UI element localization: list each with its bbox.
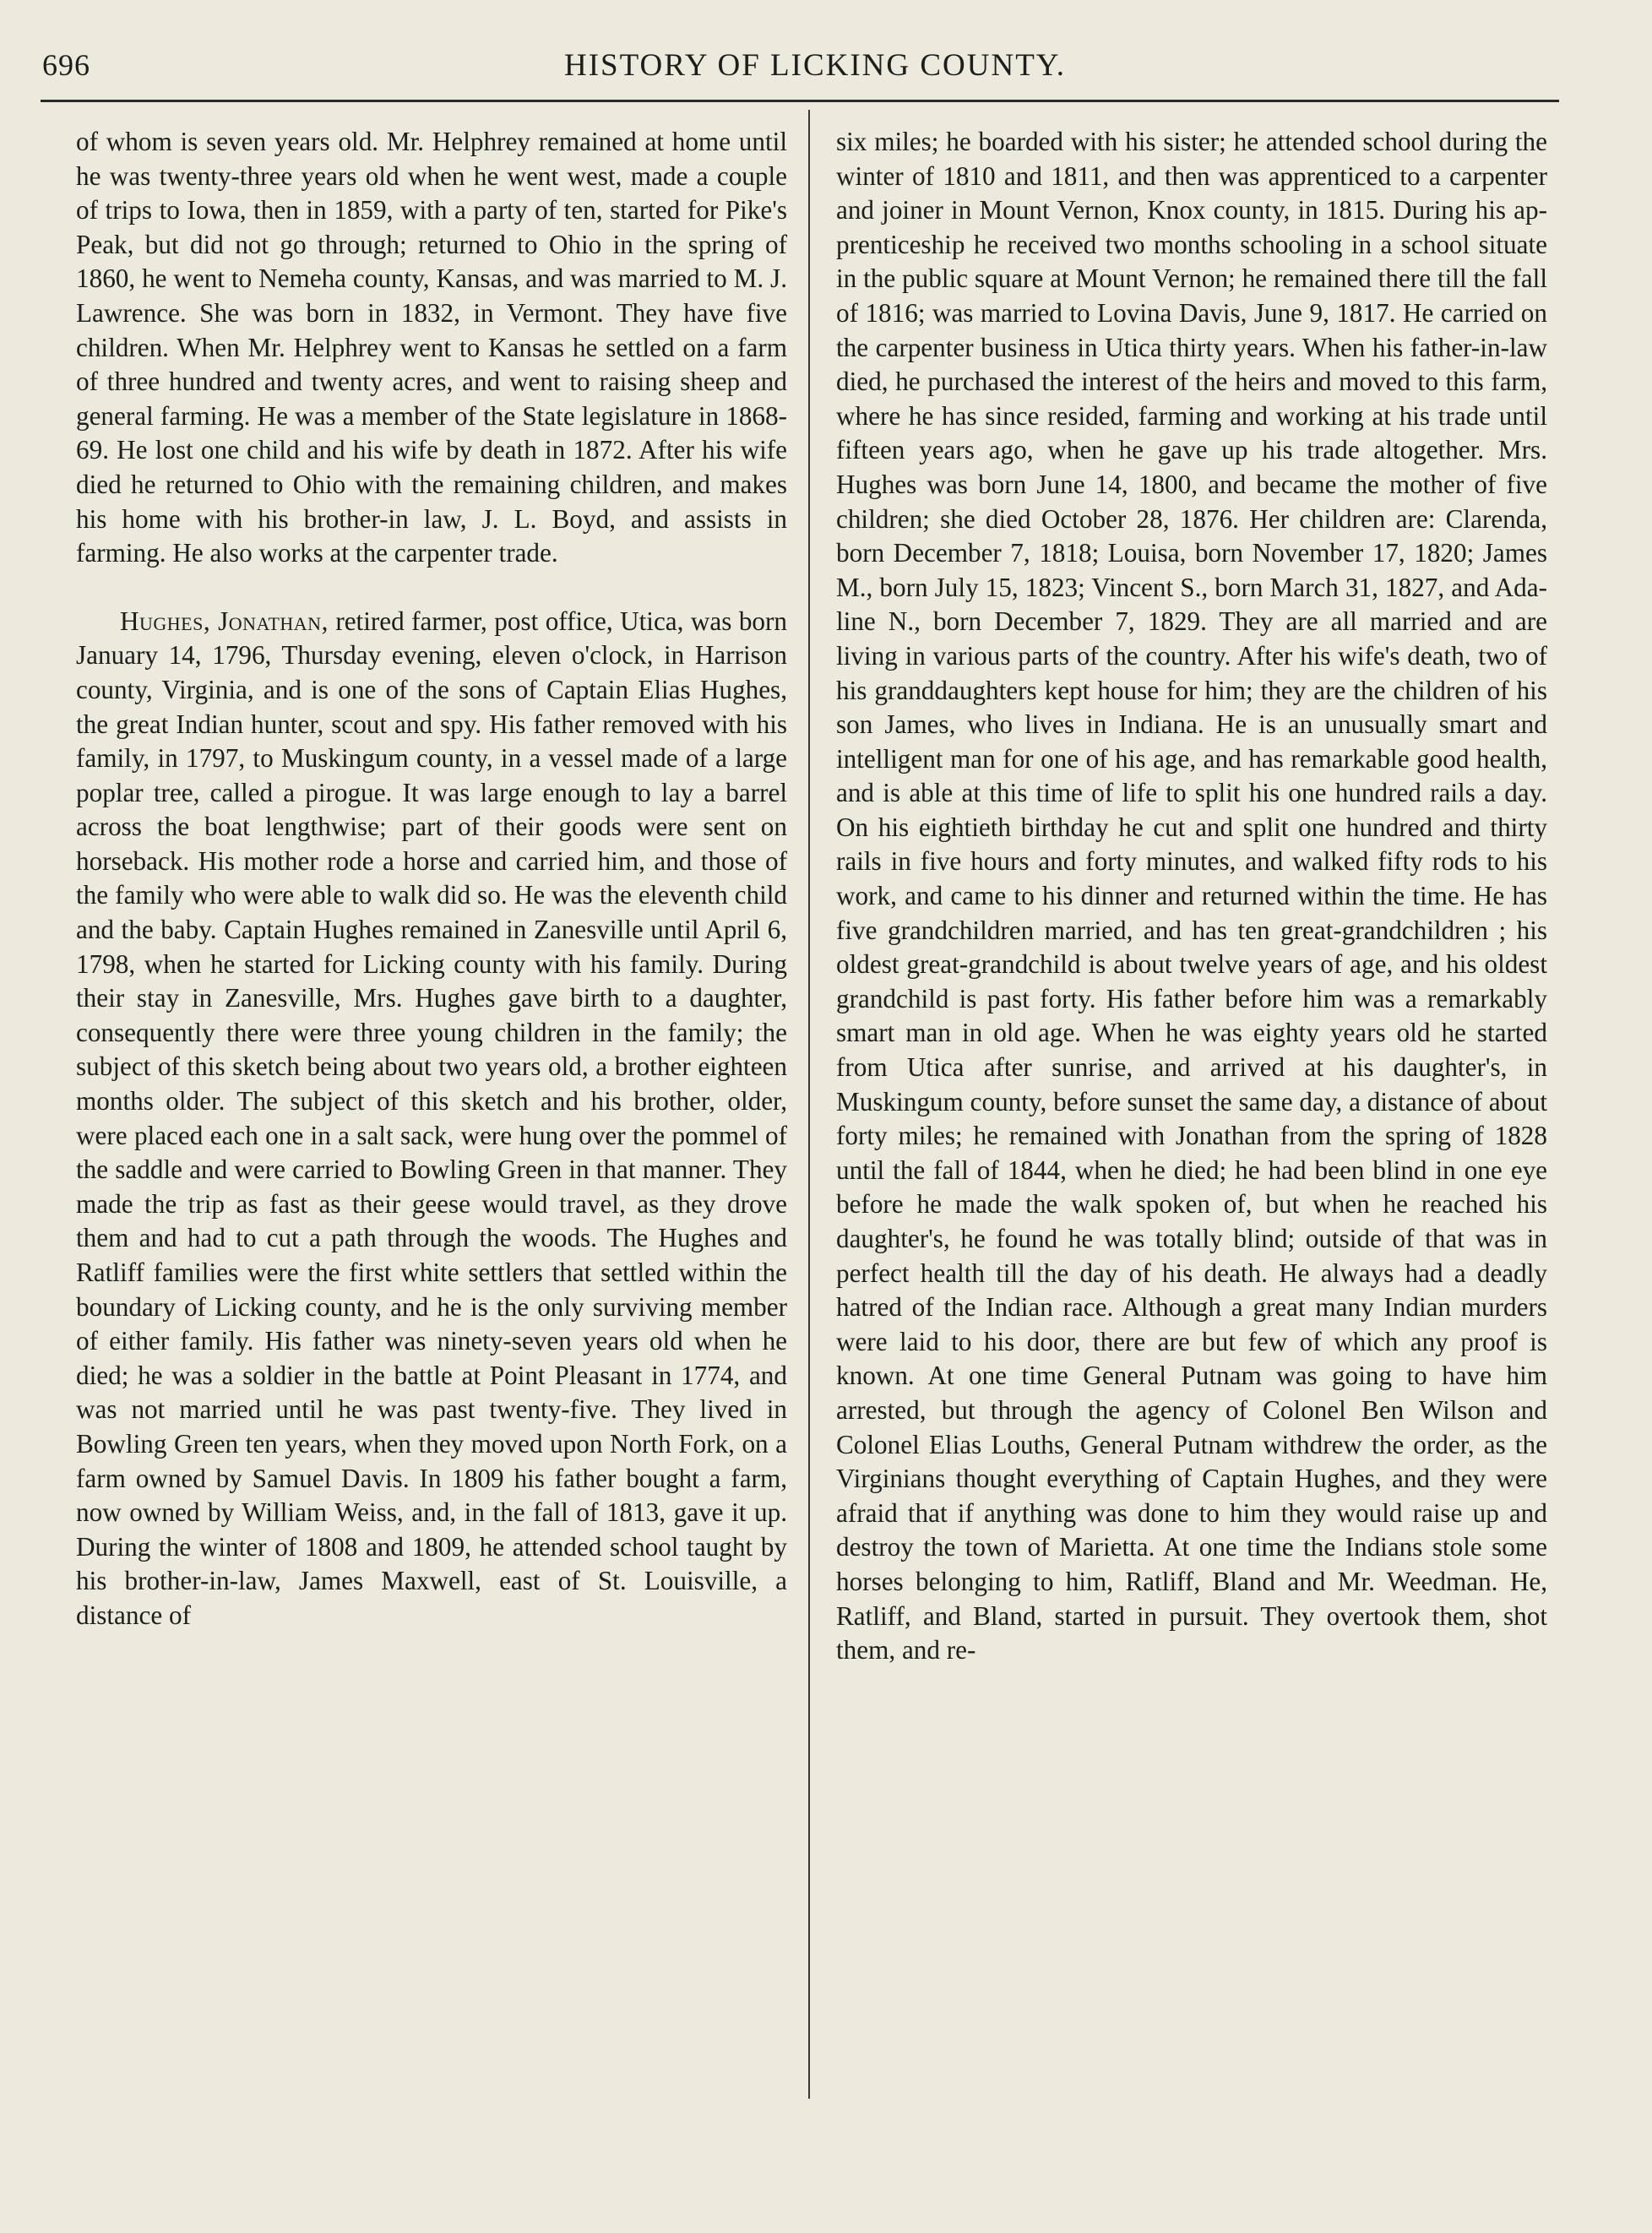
running-title: HISTORY OF LICKING COUNTY. [563,48,1067,83]
column-divider [808,110,810,2099]
right-column [836,125,1547,1668]
entry-text: retired farmer, post office, Utica, was born January 14, 1796, Thursday evening, eleven o'clock, in Harrison county, Virginia, and is one of the sons of Captain Elias Hughes, the great Indian hunter, scout and spy. His father removed with his family, in 1797, to Muskingum county, in a vessel made of a large poplar tree, called a pirogue. It was large enough to lay a barrel across the boat lengthwise; part of their goods were sent on horseback. His mother rode a horse and carried him, and those of the family who were able to walk did so. He was the eleventh child and the baby. Captain Hughes remained in Zanesville until April 6, 1798, when he started for Licking county with his family. During their stay in Zanesville, Mrs. Hughes gave birth to a daughter, consequently there were three young children in the family; the subject of this sketch being about two years old, a brother eighteen months older. The subject of this sketch and his brother, older, were placed each one in a salt sack, were hung over the pommel of the saddle and were carried to Bowling Green in that manner. They made the trip as fast as their geese would travel, as they drove them and had to cut a path through the woods. The Hughes and Ratliff families were the first white settlers that settled within the boundary of Licking county, and he is the only surviving member of either family. His father was ninety-seven years old when he died; he was a soldier in the battle at Point Pleasant in 1774, and was not married until he was past twenty-five. They lived in Bowling Green ten years, when they moved upon North Fork, on a farm owned by Samuel Davis. In 1809 his father bought a farm, now owned by William Weiss, and, in the fall of 1813, gave it up. During the winter of 1808 and 1809, he attended school taught by his brother-in-law, James Maxwell, east of St. Louisville, a distance of [76,606,787,1630]
page-number: 696 [42,48,90,82]
left-column [76,125,787,1633]
page-header [42,39,1554,98]
entry-name: Hughes, Jonathan, [120,606,329,636]
paragraph-hughes-continued: six miles; he boarded with his sister; he attended school during the winter of 1810 and 1811, and then was apprenticed to a carpenter and joiner in Mount Vernon, Knox county, in 1815. During his apprenticeship he received two months schooling in a school situate in the public square at Mount Vernon; he remained there till the fall of 1816; was married to Lovina Davis, June 9, 1817. He carried on the carpenter business in Utica thirty years. When his father-in-law died, he purchased the interest of the heirs and moved to this farm, where he has since resided, farming and working at his trade until fifteen years ago, when he gave up his trade altogether. Mrs. Hughes was born June 14, 1800, and became the mother of five children; she died October 28, 1876. Her children are: Clarenda, born December 7, 1818; Louisa, born November 17, 1820; James M., born July 15, 1823; Vincent S., born March 31, 1827, and Adaline N., born December 7, 1829. They are all married and are living in various parts of the country. After his wife's death, two of his granddaughters kept house for him; they are the children of his son James, who lives in Indiana. He is an unusually smart and intelligent man for one of his age, and has remarkable good health, and is able at this time of life to split his one hundred rails a day. On his eightieth birthday he cut and split one hundred and thirty rails in five hours and forty minutes, and walked fifty rods to his work, and came to his dinner and returned within the time. He has five grandchildren married, and has ten great-grandchildren ; his oldest great-grandchild is about twelve years of age, and his oldest grandchild is past forty. His father before him was a remarkably smart man in old age. When he was eighty years old he started from Utica after sunrise, and arrived at his daughter's, in Muskingum county, before sunset the same day, a distance of about forty miles; he remained with Jonathan from the spring of 1828 until the fall of 1844, when he died; he had been blind in one eye before he made the walk spoken of, but when he reached his daughter's, he found he was totally blind; outside of that was in perfect health till the day of his death. He always had a deadly hatred of the Indian race. Although a great many Indian murders were laid to his door, there are but few of which any proof is known. At one time General Putnam was going to have him arrested, but through the agency of Colonel Ben Wilson and Colonel Elias Louths, General Putnam withdrew the order, as the Virginians thought everything of Captain Hughes, and they were afraid that if anything was done to him they would raise up and destroy the town of Marietta. At one time the Indians stole some horses belonging to him, Ratliff, Bland and Mr. Weedman. He, Ratliff, and Bland, started in pursuit. They overtook them, shot them, and re- [836,127,1547,1665]
paragraph-hughes-entry [76,605,787,1633]
header-rule [41,100,1559,102]
paragraph-helphrey-continued: of whom is seven years old. Mr. Helphrey remained at home until he was twenty-three years old when he went west, made a couple of trips to Iowa, then in 1859, with a party of ten, started for Pike's Peak, but did not go through; returned to Ohio in the spring of 1860, he went to Nemeha county, Kansas, and was married to M. J. Lawrence. She was born in 1832, in Vermont. They have five children. When Mr. Helphrey went to Kansas he settled on a farm of three hundred and twenty acres, and went to raising sheep and general farming. He was a member of the State legislature in 1868-69. He lost one child and his wife by death in 1872. After his wife died he returned to Ohio with the remaining children, and makes his home with his brother-in law, J. L. Boyd, and assists in farming. He also works at the carpenter trade. [76,127,787,568]
